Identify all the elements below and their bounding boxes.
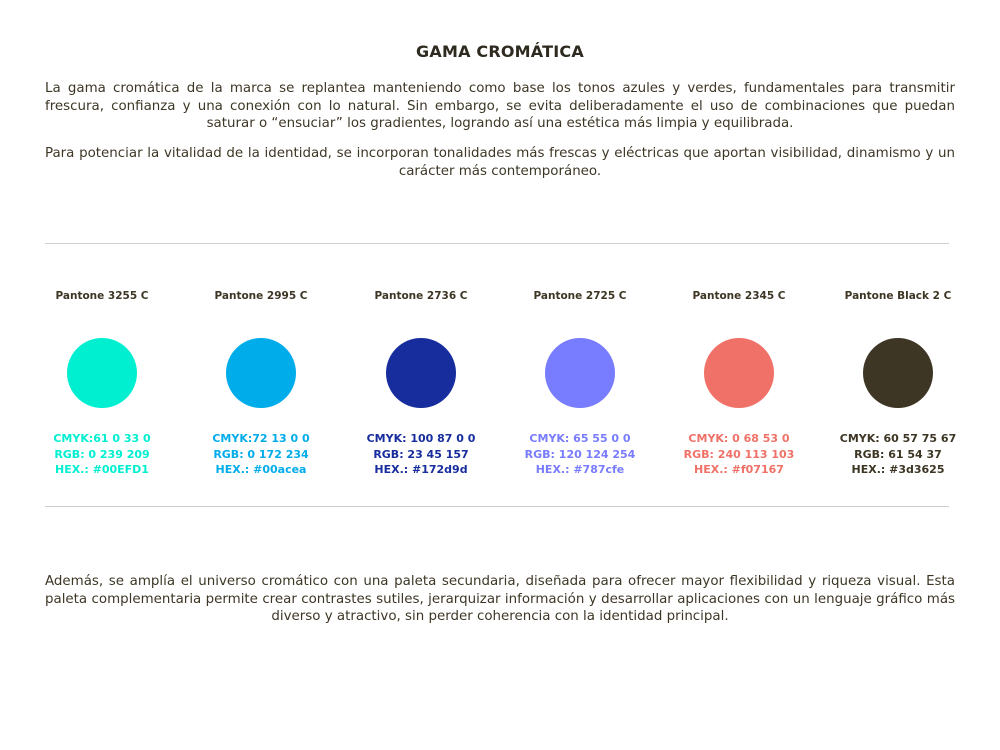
cmyk-value: CMYK: 65 55 0 0 xyxy=(529,432,631,445)
page-title: GAMA CROMÁTICA xyxy=(416,42,584,61)
color-circle xyxy=(704,338,774,408)
hex-value: HEX.: #00acea xyxy=(215,463,307,476)
color-codes xyxy=(654,431,824,478)
color-circle xyxy=(863,338,933,408)
color-circle xyxy=(226,338,296,408)
swatch-pantone-2995c xyxy=(176,290,346,478)
color-circle xyxy=(386,338,456,408)
rgb-value: RGB: 240 113 103 xyxy=(683,447,795,461)
color-codes xyxy=(336,431,506,478)
intro-paragraph-2: Para potenciar la vitalidad de la identidad, se incorporan tonalidades más frescas y eléctricas que aportan visibilidad, dinamismo y un carácter más contemporáneo. xyxy=(45,146,955,179)
swatch-name: Pantone 3255 C xyxy=(55,290,149,302)
cmyk-value: CMYK: 0 68 53 0 xyxy=(688,432,790,445)
cmyk-value: CMYK: 60 57 75 67 xyxy=(839,432,957,445)
hex-value: HEX.: #787cfe xyxy=(535,463,625,476)
swatch-name: Pantone 2725 C xyxy=(533,290,627,302)
color-circle xyxy=(545,338,615,408)
cmyk-value: CMYK:61 0 33 0 xyxy=(53,432,151,445)
outro-paragraph: Además, se amplía el universo cromático con una paleta secundaria, diseñada para ofrecer mayor flexibilidad y riqueza visual. Esta paleta complementaria permite crear contrastes sutiles, jerarquizar información y desarrollar aplicaciones con un lenguaje gráfico más diverso y atractivo, sin perder coherencia con la identidad principal. xyxy=(45,574,955,624)
rgb-value: RGB: 120 124 254 xyxy=(524,447,636,461)
swatch-name: Pantone 2736 C xyxy=(374,290,468,302)
hex-value: HEX.: #3d3625 xyxy=(851,463,945,476)
color-codes xyxy=(17,431,187,478)
swatch-pantone-3255c xyxy=(17,290,187,478)
color-circle xyxy=(67,338,137,408)
swatch-name: Pantone Black 2 C xyxy=(844,290,952,302)
rgb-value: RGB: 23 45 157 xyxy=(373,447,469,461)
swatch-pantone-2725c xyxy=(495,290,665,478)
swatch-pantone-black-2c xyxy=(813,290,983,478)
intro-paragraph-1: La gama cromática de la marca se replantea manteniendo como base los tonos azules y verdes, fundamentales para transmitir frescura, confianza y una conexión con lo natural. Sin embargo, se evita deliberadamente el uso de combinaciones que puedan saturar o “ensuciar” los gradientes, logrando así una estética más limpia y equilibrada. xyxy=(45,81,955,131)
swatch-name: Pantone 2345 C xyxy=(692,290,786,302)
hex-value: HEX.: #00EFD1 xyxy=(55,463,149,476)
swatch-pantone-2736c xyxy=(336,290,506,478)
color-codes xyxy=(813,431,983,478)
cmyk-value: CMYK:72 13 0 0 xyxy=(212,432,310,445)
bottom-divider xyxy=(45,506,949,507)
hex-value: HEX.: #172d9d xyxy=(374,463,468,476)
hex-value: HEX.: #f07167 xyxy=(694,463,784,476)
swatch-pantone-2345c xyxy=(654,290,824,478)
rgb-value: RGB: 0 239 209 xyxy=(54,447,150,461)
rgb-value: RGB: 0 172 234 xyxy=(213,447,309,461)
color-codes xyxy=(495,431,665,478)
swatch-name: Pantone 2995 C xyxy=(214,290,308,302)
cmyk-value: CMYK: 100 87 0 0 xyxy=(366,432,476,445)
rgb-value: RGB: 61 54 37 xyxy=(854,447,942,461)
top-divider xyxy=(45,243,949,244)
color-codes xyxy=(176,431,346,478)
